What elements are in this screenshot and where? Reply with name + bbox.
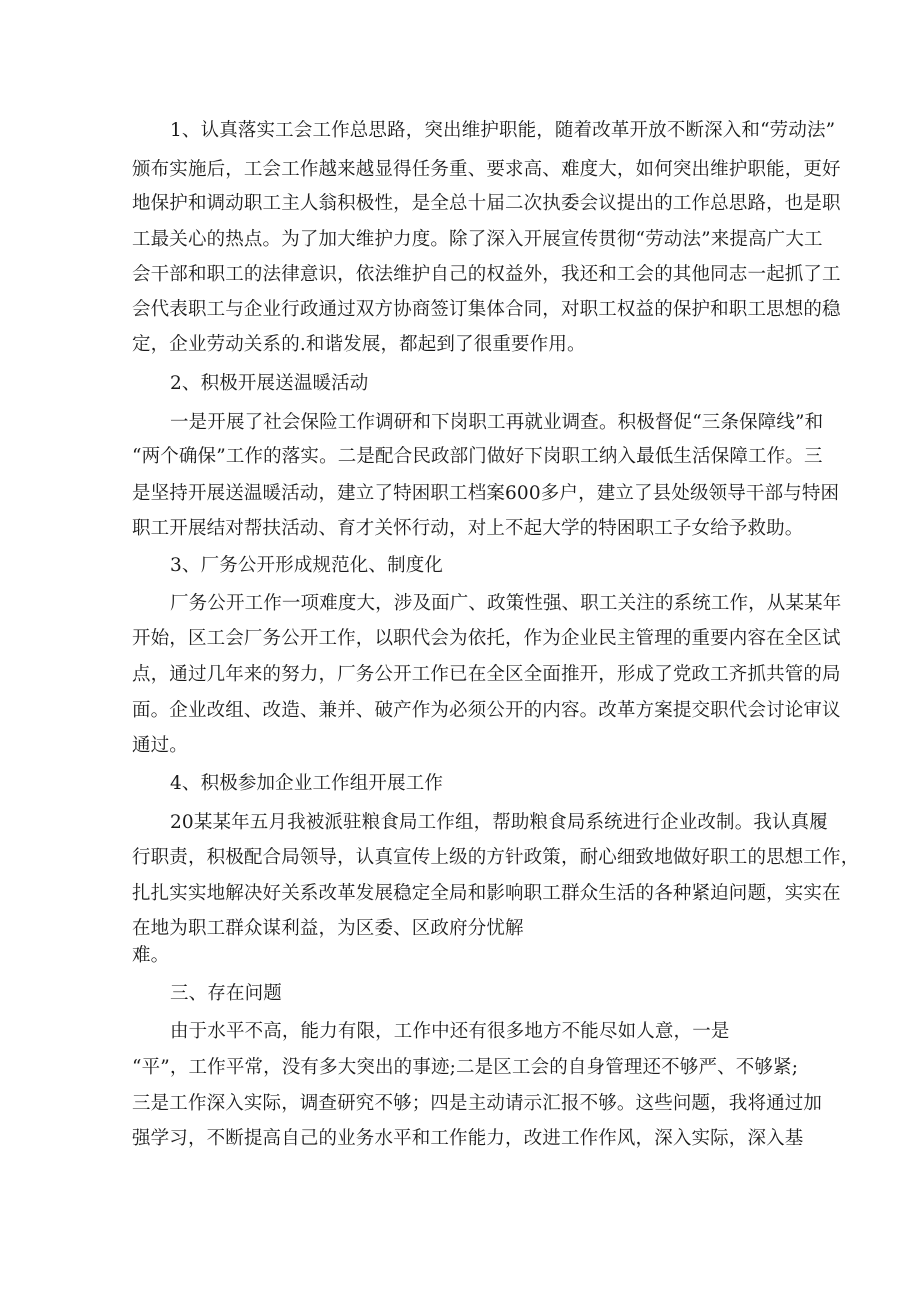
paragraph-line: 厂务公开工作一项难度大，涉及面广、政策性强、职工关注的系统工作，从某某年 xyxy=(170,593,842,614)
paragraph-line: 开始，区工会厂务公开工作，以职代会为依托，作为企业民主管理的重要内容在全区试 xyxy=(132,628,841,649)
paragraph-line: 会干部和职工的法律意识，依法维护自己的权益外，我还和工会的其他同志一起抓了工 xyxy=(132,264,841,285)
paragraph-line: 行职责，积极配合局领导，认真宣传上级的方针政策，耐心细致地做好职工的思想工作， xyxy=(132,847,860,868)
paragraph-line: 职工开展结对帮扶活动、育才关怀行动，对上不起大学的特困职工子女给予救助。 xyxy=(132,518,804,539)
paragraph-line: 会代表职工与企业行政通过双方协商签订集体合同，对职工权益的保护和职工思想的稳 xyxy=(132,299,841,320)
paragraph-line: 面。企业改组、改造、兼并、破产作为必须公开的内容。改革方案提交职代会讨论审议 xyxy=(132,700,841,721)
paragraph-line: 在地为职工群众谋利益，为区委、区政府分忧解 xyxy=(132,918,524,939)
paragraph-line: 一是开展了社会保险工作调研和下岗职工再就业调查。积极督促“三条保障线”和 xyxy=(170,412,824,433)
paragraph-line: 是坚持开展送温暖活动，建立了特困职工档案600多户，建立了县处级领导干部与特困 xyxy=(132,483,840,504)
section-heading: 三、存在问题 xyxy=(170,983,282,1004)
paragraph-line: “两个确保”工作的落实。二是配合民政部门做好下岗职工纳入最低生活保障工作。三 xyxy=(132,446,823,467)
paragraph-line: 通过。 xyxy=(132,735,188,756)
paragraph-line: 颁布实施后，工会工作越来越显得任务重、要求高、难度大，如何突出维护职能，更好 xyxy=(132,159,841,180)
paragraph-line: 扎扎实实地解决好关系改革发展稳定全局和影响职工群众生活的各种紧迫问题，实实在 xyxy=(132,883,841,904)
section-heading: 2、积极开展送温暖活动 xyxy=(170,373,369,394)
paragraph-line: 难。 xyxy=(132,945,170,966)
paragraph-line: “平”，工作平常，没有多大突出的事迹;二是区工会的自身管理还不够严、不够紧; xyxy=(132,1057,799,1078)
paragraph-line: 强学习，不断提高自己的业务水平和工作能力，改进工作作风，深入实际，深入基 xyxy=(132,1128,804,1149)
paragraph-line: 1、认真落实工会工作总思路，突出维护职能，随着改革开放不断深入和“劳动法” xyxy=(170,120,836,141)
paragraph-line: 地保护和调动职工主人翁积极性，是全总十届二次执委会议提出的工作总思路，也是职 xyxy=(132,193,841,214)
paragraph-line: 由于水平不高，能力有限，工作中还有很多地方不能尽如人意，一是 xyxy=(170,1021,730,1042)
paragraph-line: 工最关心的热点。为了加大维护力度。除了深入开展宣传贯彻“劳动法”来提高广大工 xyxy=(132,229,823,250)
paragraph-line: 点，通过几年来的努力，厂务公开工作已在全区全面推开，形成了党政工齐抓共管的局 xyxy=(132,664,841,685)
paragraph-line: 20某某年五月我被派驻粮食局工作组，帮助粮食局系统进行企业改制。我认真履 xyxy=(170,812,828,833)
section-heading: 3、厂务公开形成规范化、制度化 xyxy=(170,555,444,576)
paragraph-line: 定，企业劳动关系的.和谐发展，都起到了很重要作用。 xyxy=(132,334,586,355)
section-heading: 4、积极参加企业工作组开展工作 xyxy=(170,773,444,794)
paragraph-line: 三是工作深入实际，调查研究不够；四是主动请示汇报不够。这些问题，我将通过加 xyxy=(132,1093,823,1114)
